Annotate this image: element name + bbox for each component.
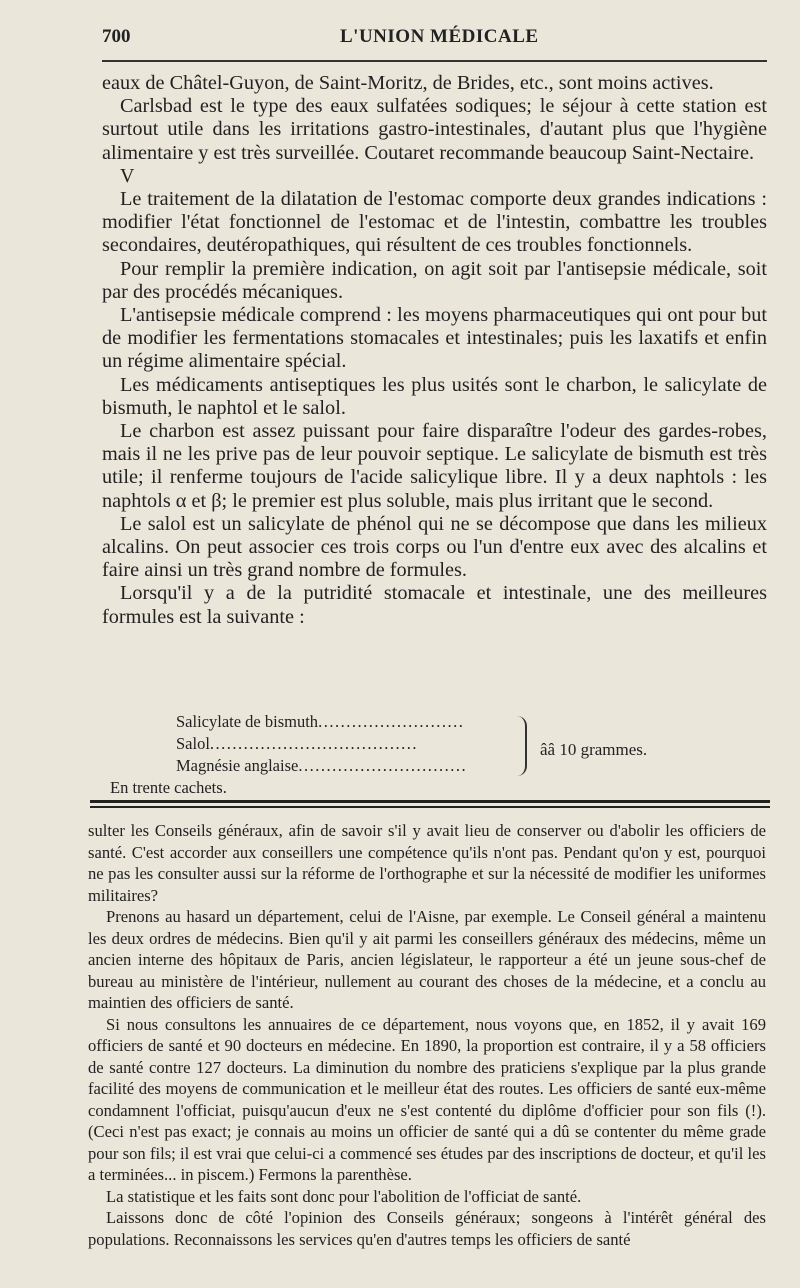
brace bbox=[515, 716, 527, 776]
leader-dots: ..................................... bbox=[209, 734, 419, 753]
paragraph: Si nous consultons les annuaires de ce département, nous voyons que, en 1852, il y avait 169 officiers de santé et 90 docteurs en médecine. En 1890, la proportion est contraire, il y a 58 officiers de santé contre 127 docteurs. La diminution du nombre des praticiens s'explique par la plus grande facilité des moyens de communication et le meilleur état des routes. Les officiers de santé eux-même condamnent l'officiat, puisqu'aucun d'eux ne s'est contenté du diplôme d'officier pour son fils (!). (Ceci n'est pas exact; je connais au moins un officier de santé qui a dû se contenter du même grade pour son fils; il est vrai que celui-ci a commencé ses études par des inscriptions de docteur, et qu'il les a terminées... in piscem.) Fermons la parenthèse. bbox=[88, 1014, 766, 1184]
header-rule bbox=[102, 60, 767, 62]
section-number: V bbox=[120, 164, 135, 187]
section-divider bbox=[90, 800, 770, 803]
paragraph: La statistique et les faits sont donc pour l'abolition de l'officiat de santé. bbox=[106, 1186, 582, 1206]
formula-line bbox=[176, 712, 498, 732]
paragraph: Le charbon est assez puissant pour faire disparaître l'odeur des gardes-robes, mais il ne les prive pas de leur pouvoir septique. Le salicylate de bismuth est très utile; il renferme toujours de l'acide salicylique libre. Il y a deux naphtols : les naphtols α et β; le premier est plus soluble, mais plus irritant que le second. bbox=[102, 420, 767, 512]
section-divider bbox=[90, 806, 770, 808]
continued-article bbox=[88, 820, 766, 1250]
leader-dots: .......................... bbox=[318, 712, 465, 731]
dose: ââ 10 grammes. bbox=[540, 740, 648, 759]
formula-line bbox=[176, 734, 506, 754]
ingredient: Magnésie anglaise bbox=[176, 756, 299, 775]
ingredient: Salol bbox=[176, 734, 210, 753]
paragraph: eaux de Châtel-Guyon, de Saint-Moritz, de Brides, etc., sont moins actives. bbox=[102, 72, 714, 94]
paragraph: Lorsqu'il y a de la putridité stomacale et intestinale, une des meilleures formules est la suivante : bbox=[102, 582, 767, 628]
page-number: 700 bbox=[102, 26, 131, 47]
running-title: L'UNION MÉDICALE bbox=[340, 26, 539, 47]
leader-dots: .............................. bbox=[298, 756, 468, 775]
paragraph: sulter les Conseils généraux, afin de savoir s'il y avait lieu de conserver ou d'abolir les officiers de santé. C'est accorder aux conseillers une compétence qu'ils n'ont pas. Pendant qu'on y est, pourquoi ne pas les consulter aussi sur la réforme de l'orthographe et sur la nécessité de modifier les uniformes militaires? bbox=[88, 821, 766, 905]
paragraph: Le traitement de la dilatation de l'estomac comporte deux grandes indications : modifier l'état fonctionnel de l'estomac et de l'intestin, combattre les troubles secondaires, deutéropathiques, qui résultent de ces troubles fonctionnels. bbox=[102, 188, 767, 257]
paragraph: Pour remplir la première indication, on agit soit par l'antisepsie médicale, soit par des procédés mécaniques. bbox=[102, 257, 767, 303]
paragraph: Prenons au hasard un département, celui de l'Aisne, par exemple. Le Conseil général a maintenu les deux ordres de médecins. Bien qu'il y ait parmi les conseillers généraux des médecins, même un ancien interne des hôpitaux de Paris, ancien législateur, le rapporteur a été un jeune sous-chef de bureau au ministère de l'intérieur, nullement au courant des choses de la médecine, et a conclu au maintien des officiers de santé. bbox=[88, 907, 766, 1012]
ingredient: Salicylate de bismuth bbox=[176, 712, 319, 731]
formula-note: En trente cachets. bbox=[110, 778, 227, 797]
paragraph: Laissons donc de côté l'opinion des Conseils généraux; songeons à l'intérêt général des populations. Reconnaissons les services qu'en d'autres temps les officiers de santé bbox=[88, 1208, 766, 1249]
main-article bbox=[102, 72, 767, 629]
paragraph: Carlsbad est le type des eaux sulfatées sodiques; le séjour à cette station est surtout utile dans les irritations gastro-intestinales, d'autant plus que l'hygiène alimentaire y est très surveillée. Coutaret recommande beaucoup Saint-Nectaire. bbox=[102, 95, 767, 164]
paragraph: Le salol est un salicylate de phénol qui ne se décompose que dans les milieux alcalins. On peut associer ces trois corps ou l'un d'entre eux avec des alcalins et faire ainsi un très grand nombre de formules. bbox=[102, 512, 767, 582]
paragraph: L'antisepsie médicale comprend : les moyens pharmaceutiques qui ont pour but de modifier les fermentations stomacales et intestinales; puis les laxatifs et enfin un régime alimentaire spécial. bbox=[102, 304, 767, 373]
paragraph: Les médicaments antiseptiques les plus usités sont le charbon, le salicylate de bismuth, le naphtol et le salol. bbox=[102, 373, 767, 419]
page-header bbox=[102, 22, 762, 52]
formula-line bbox=[176, 756, 496, 776]
